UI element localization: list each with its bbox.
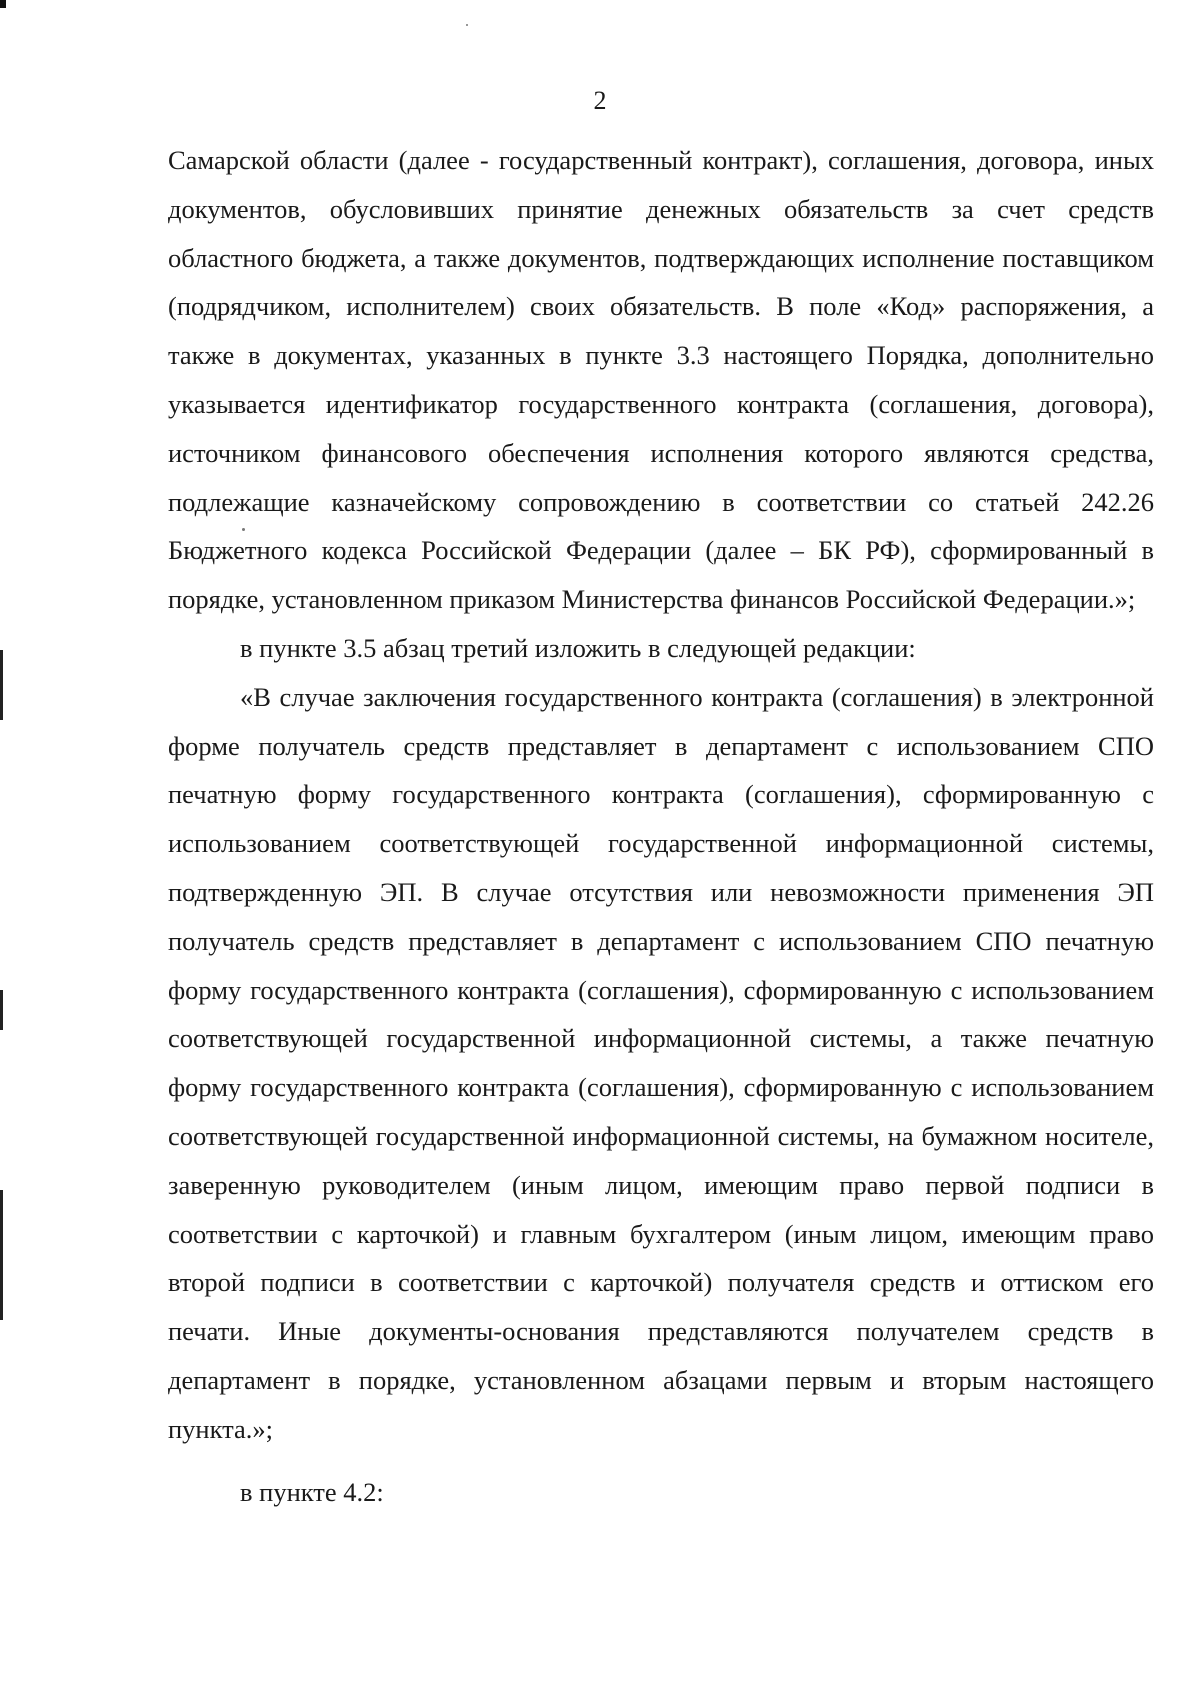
scan-edge-mark [0,1190,3,1320]
paragraph-continuation: Самарской области (далее - государственный контракт), соглашения, договора, иных документов, обусловивших принятие денежных обязательств за счет средств областного бюджета, а также документов, подтверждающих исполнение поставщиком (подрядчиком, исполнителем) своих обязательств. В поле «Код» распоряжения, а также в документах, указанных в пункте 3.3 настоящего Порядка, дополнительно указывается идентификатор государственного контракта (соглашения, договора), источником финансового обеспечения исполнения которого являются средства, подлежащие казначейскому сопровождению в соответствии со статьей 242.26 Бюджетного кодекса Российской Федерации (далее – БК РФ), сформированный в порядке, установленном приказом Министерства финансов Российской Федерации.»; [168,145,1154,615]
scan-edge-mark [0,650,3,720]
page-number: 2 [593,86,607,115]
document-body [168,136,1154,1516]
paragraph-amendment-3-5: в пункте 3.5 абзац третий изложить в следующей редакции: [240,632,916,663]
scan-speck [466,24,468,26]
paragraph-quoted-text: «В случае заключения государственного контракта (соглашения) в электронной форме получатель средств представляет в департамент с использованием СПО печатную форму государственного контракта (соглашения), сформированную с использованием соответствующей государственной информационной системы, подтвержденную ЭП. В случае отсутствия или невозможности применения ЭП получатель средств представляет в департамент с использованием СПО печатную форму государственного контракта (соглашения), сформированную с использованием соответствующей государственной информационной системы, а также печатную форму государственного контракта (соглашения), сформированную с использованием соответствующей государственной информационной системы, на бумажном носителе, заверенную руководителем (иным лицом, имеющим право первой подписи в соответствии с карточкой) и главным бухгалтером (иным лицом, имеющим право второй подписи в соответствии с карточкой) получателя средств и оттиском его печати. Иные документы-основания представляются получателем средств в департамент в порядке, установленном абзацами первым и вторым настоящего пункта.»; [168,681,1154,1444]
scan-corner-mark [0,0,6,8]
paragraph-amendment-4-2: в пункте 4.2: [240,1476,384,1507]
scan-edge-mark [0,990,3,1030]
